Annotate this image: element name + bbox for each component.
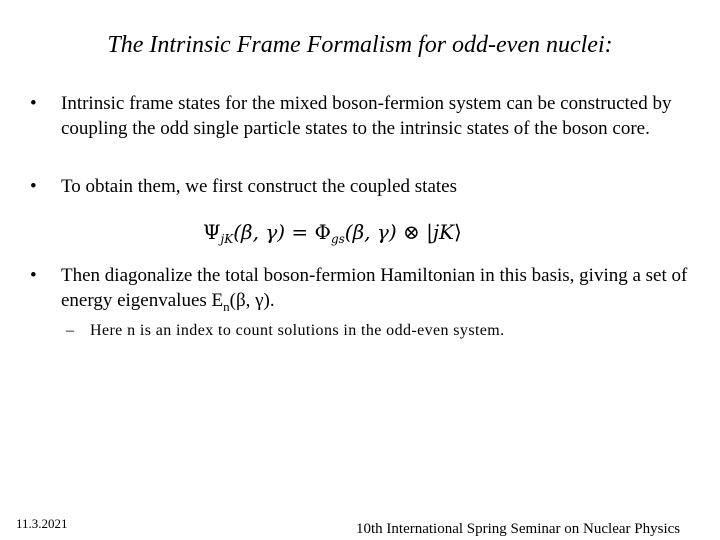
bullet-text (61, 263, 701, 319)
equation-ket: jK (432, 220, 454, 244)
bullet-text-suffix: (β, γ). (229, 290, 275, 311)
footer-date: 11.3.2021 (16, 516, 68, 531)
slide-title: The Intrinsic Frame Formalism for odd-even nuclei: (107, 32, 613, 58)
equation-psi-subscript: jK (220, 232, 234, 246)
bullet-text-prefix: Then diagonalize the total boson-fermion Hamiltonian in this basis, giving a set of energy eigenvalues E (61, 265, 688, 311)
energy-subscript: n (223, 298, 230, 314)
equation-args: (β, γ) = (233, 220, 315, 244)
coupled-state-equation (203, 214, 563, 252)
equation-phi-subscript: gs (330, 232, 345, 246)
equation-psi: Ψ (203, 220, 221, 244)
bullet-marker: • (30, 93, 37, 114)
sub-bullet-marker: – (66, 322, 75, 339)
equation-phi: Φ (314, 220, 331, 244)
equation-ket-close: ⟩ (454, 220, 462, 244)
bullet-marker: • (30, 265, 37, 286)
equation-args-2: (β, γ) ⊗ | (344, 220, 433, 244)
footer-conference: 10th International Spring Seminar on Nuclear Physics (356, 521, 681, 537)
bullet-marker: • (30, 176, 37, 197)
bullet-text: Intrinsic frame states for the mixed boson-fermion system can be constructed by coupling the odd single particle states to the intrinsic states of the boson core. (61, 93, 672, 139)
sub-bullet-text: Here n is an index to count solutions in the odd-even system. (90, 322, 505, 339)
bullet-text: To obtain them, we first construct the coupled states (61, 176, 457, 197)
